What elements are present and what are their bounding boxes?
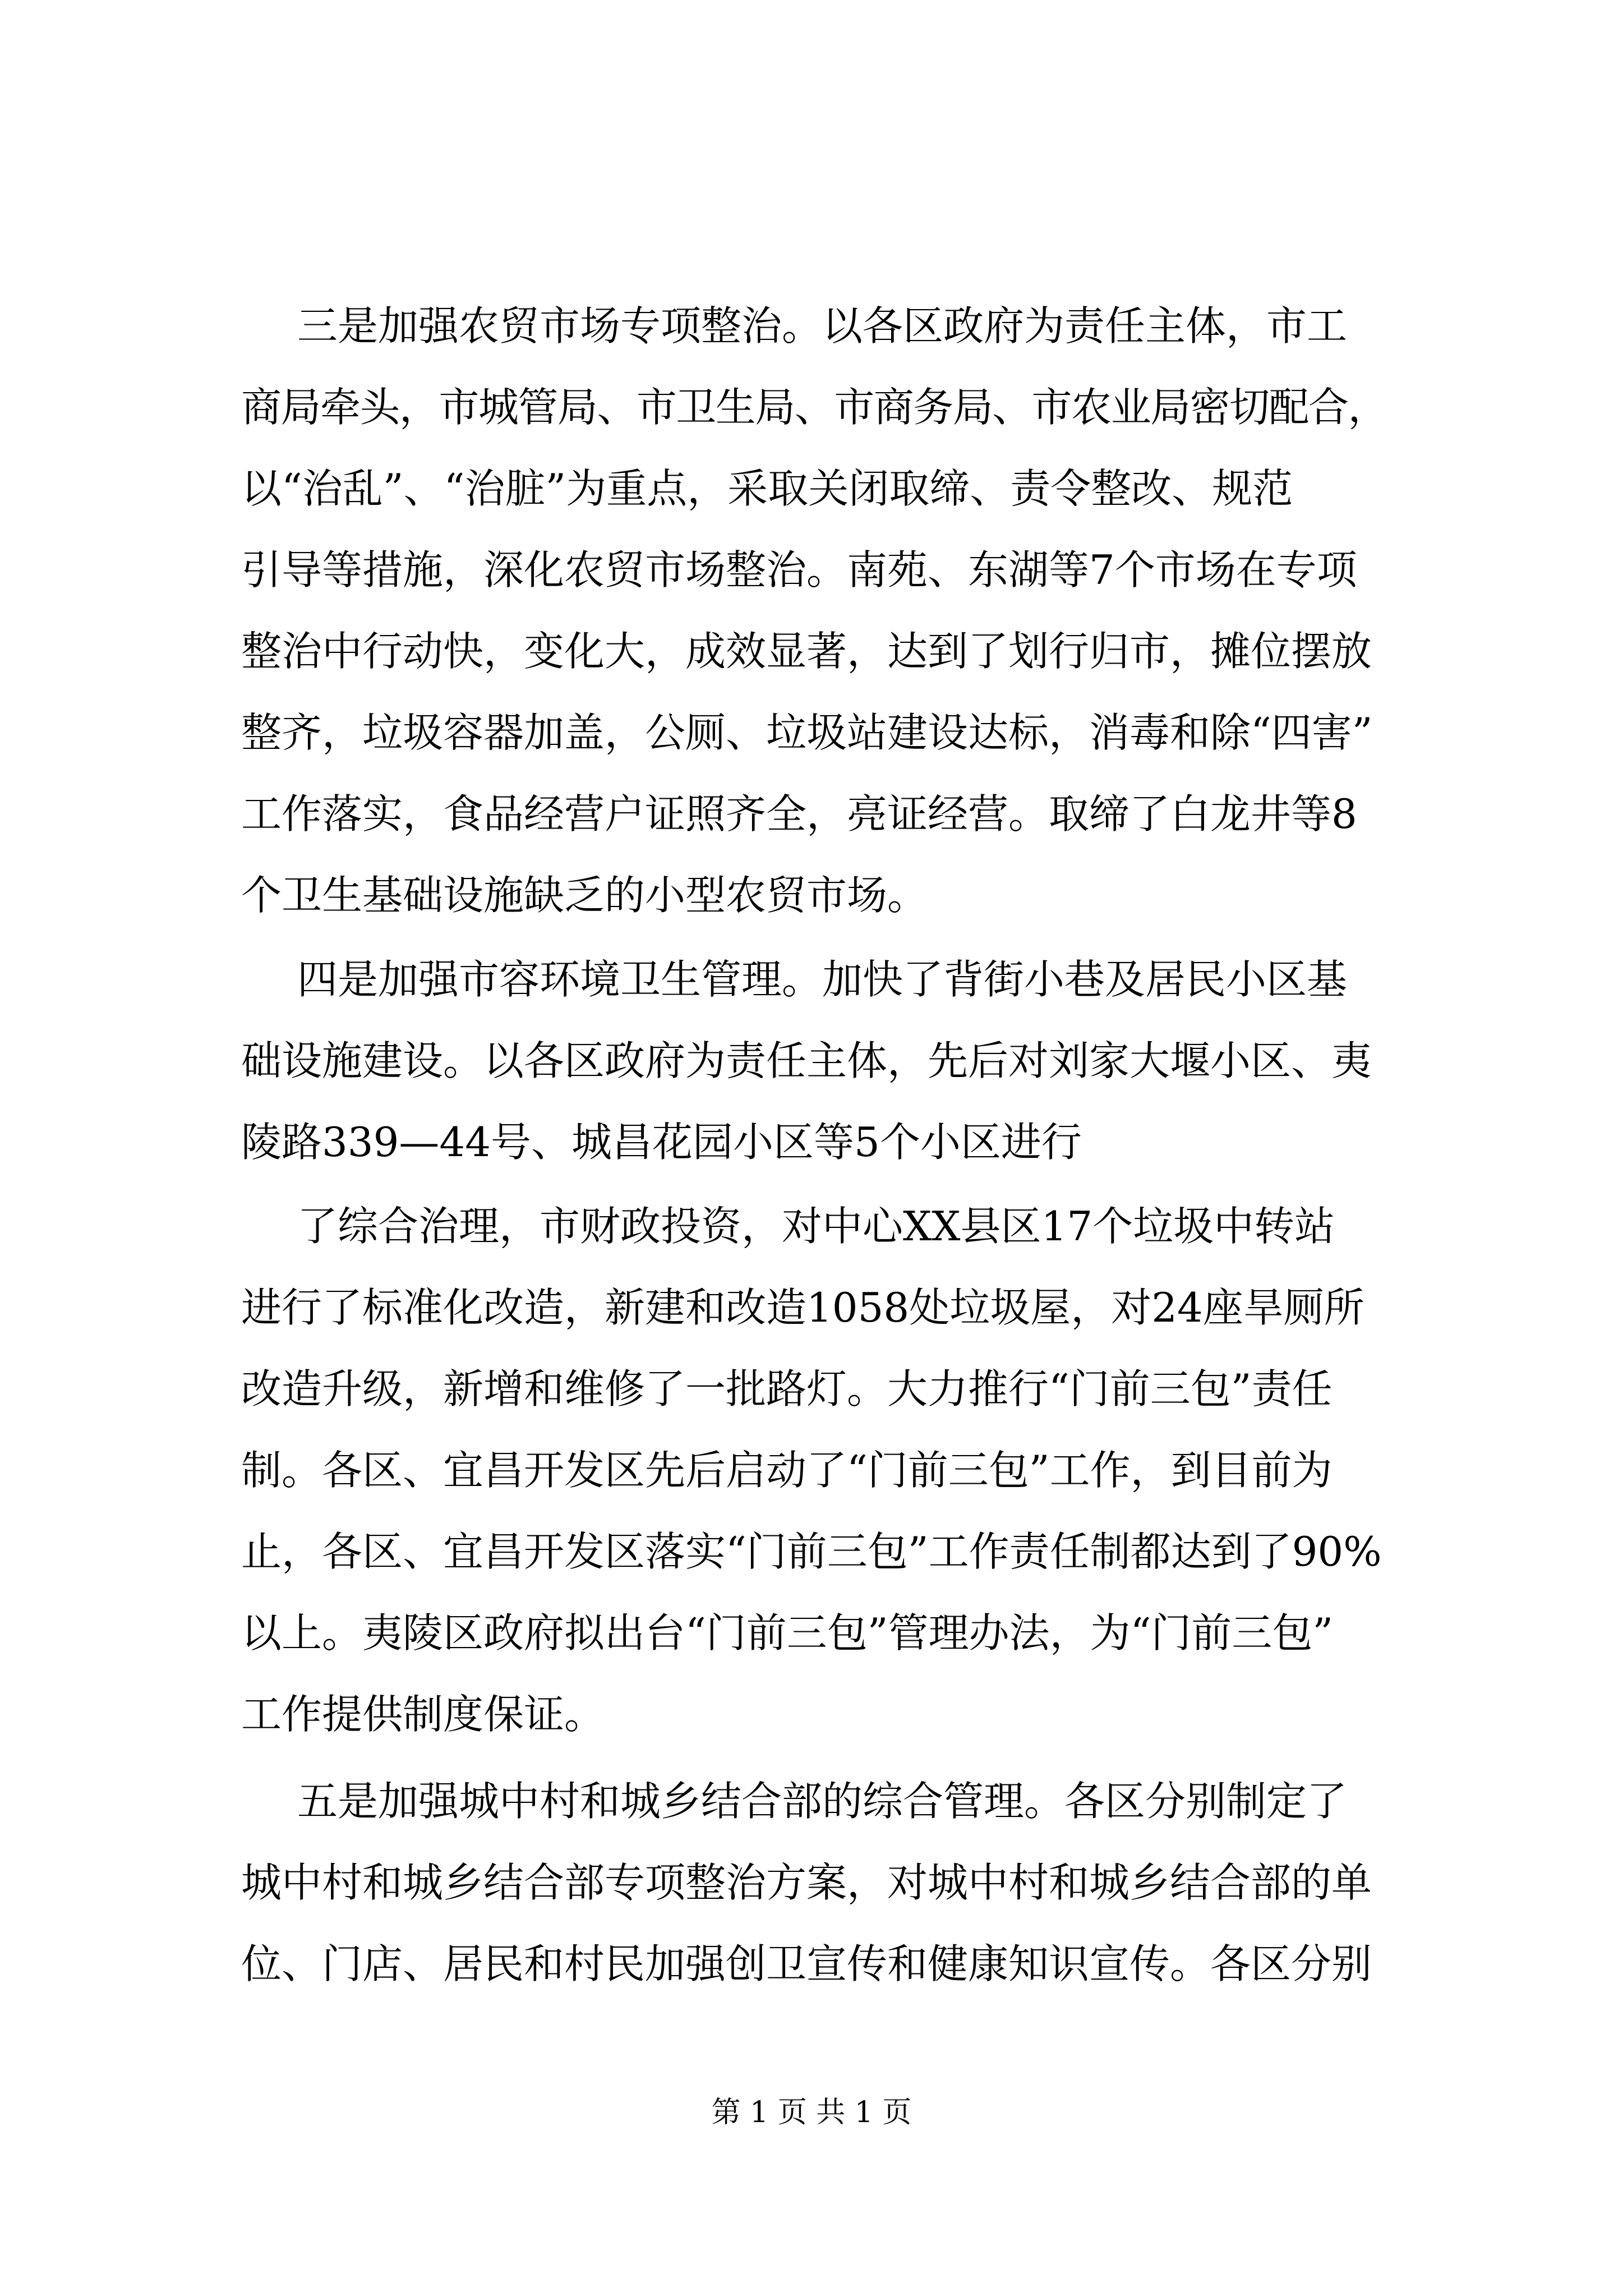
paragraph-1-line-5: 整治中行动快，变化大，成效显著，达到了划行归市，摊位摆放 [241,628,1372,675]
paragraph-3-line-6: 以上。夷陵区政府拟出台“门前三包”管理办法，为“门前三包” [241,1609,1334,1657]
paragraph-3-line-1: 了综合治理，市财政投资，对中心XX县区17个垃圾中转站 [297,1203,1335,1250]
paragraph-1-line-6: 整齐，垃圾容器加盖，公厕、垃圾站建设达标，消毒和除“四害” [241,709,1373,756]
paragraph-1-line-2: 商局牵头，市城管局、市卫生局、市商务局、市农业局密切配合， [241,384,1388,431]
paragraph-4-line-1: 五是加强城中村和城乡结合部的综合管理。各区分别制定了 [297,1778,1348,1825]
paragraph-4-line-3: 位、门店、居民和村民加强创卫宣传和健康知识宣传。各区分别 [241,1940,1372,1987]
paragraph-3-line-5: 止，各区、宜昌开发区落实“门前三包”工作责任制都达到了90% [241,1528,1382,1575]
paragraph-1-line-4: 引导等措施，深化农贸市场整治。南苑、东湖等7个市场在专项 [241,546,1357,593]
page-footer [0,2098,1623,2127]
paragraph-3-line-2: 进行了标准化改造，新建和改造1058处垃圾屋，对24座旱厕所 [241,1284,1364,1331]
paragraph-2-line-3: 陵路339—44号、城昌花园小区等5个小区进行 [241,1119,1082,1166]
paragraph-4-line-2: 城中村和城乡结合部专项整治方案，对城中村和城乡结合部的单 [241,1859,1372,1906]
paragraph-3-line-3: 改造升级，新增和维修了一批路灯。大力推行“门前三包”责任 [241,1365,1332,1412]
paragraph-1-line-8: 个卫生基础设施缺乏的小型农贸市场。 [241,872,928,919]
page-number-label: 第 1 页 共 1 页 [711,2096,912,2129]
paragraph-3-line-7: 工作提供制度保证。 [241,1691,605,1738]
paragraph-1-line-1: 三是加强农贸市场专项整治。以各区政府为责任主体，市工 [297,302,1348,349]
paragraph-2-line-1: 四是加强市容环境卫生管理。加快了背街小巷及居民小区基 [297,956,1348,1003]
paragraph-1-line-3: 以“治乱”、“治脏”为重点，采取关闭取缔、责令整改、规范 [241,465,1293,512]
paragraph-1-line-7: 工作落实，食品经营户证照齐全，亮证经营。取缔了白龙井等8 [241,790,1357,838]
paragraph-2-line-2: 础设施建设。以各区政府为责任主体，先后对刘家大堰小区、夷 [241,1037,1372,1084]
paragraph-3-line-4: 制。各区、宜昌开发区先后启动了“门前三包”工作，到目前为 [241,1447,1332,1494]
